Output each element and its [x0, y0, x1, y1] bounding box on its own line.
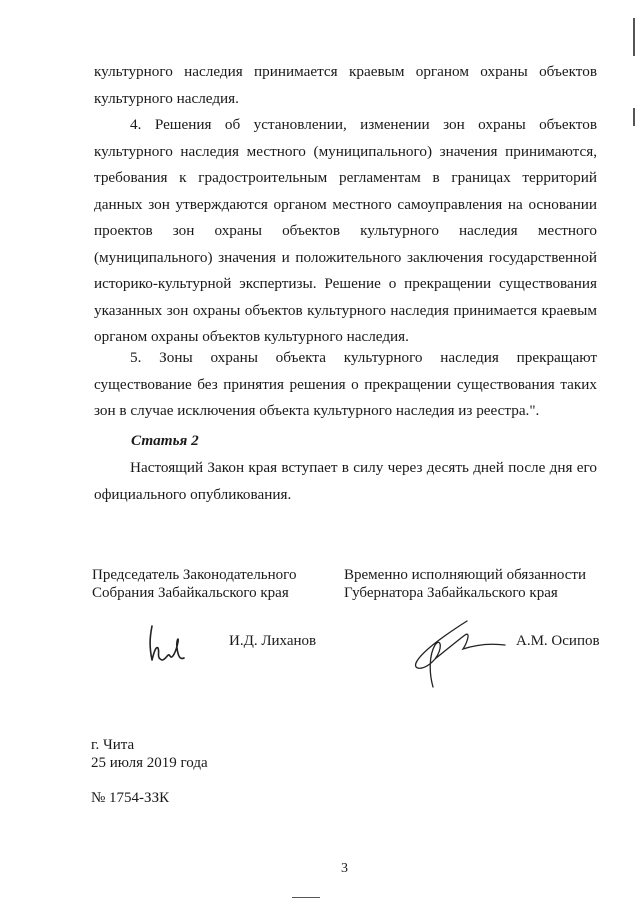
- city: г. Чита: [91, 737, 135, 753]
- left-handwritten-signature: [140, 622, 190, 668]
- scan-edge-mark: [633, 18, 635, 56]
- scan-edge-mark: [633, 108, 635, 126]
- left-title-line-2: Собрания Забайкальского края: [92, 585, 289, 601]
- right-title-line-1: Временно исполняющий обязанности: [344, 567, 587, 583]
- right-signatory-name: А.М. Осипов: [516, 633, 600, 649]
- left-signatory-title: [92, 566, 296, 602]
- paragraph-continuation: культурного наследия принимается краевым органом охраны объектов культурного наследия.: [94, 63, 597, 107]
- page-number: 3: [341, 861, 348, 876]
- left-signatory-name: И.Д. Лиханов: [229, 633, 317, 649]
- right-signatory-title: [344, 566, 586, 602]
- paragraph-item-4: 4. Решения об установлении, изменении зон охраны объектов культурного наследия местного (муниципального) значения принимаются, требования к градостроительным регламентам в границах территорий данных зон утверждаются органом местного самоуправления на основании проектов зон охраны объектов культурного наследия местного (муниципального) значения и положительного заключения государственной историко-культурной экспертизы. Решение о прекращении существования указанных зон охраны объектов культурного наследия принимается краевым органом охраны объектов культурного наследия.: [94, 116, 597, 345]
- article-2-heading: Статья 2: [131, 432, 199, 449]
- right-handwritten-signature: [405, 615, 515, 690]
- paragraph-item-5: 5. Зоны охраны объекта культурного наследия прекращают существование без принятия решения о прекращении существования таких зон в случае исключения объекта культурного наследия из реестра.".: [94, 349, 597, 419]
- right-title-line-2: Губернатора Забайкальского края: [344, 585, 558, 601]
- article-2-text: Настоящий Закон края вступает в силу через десять дней после дня его официального опубликования.: [94, 459, 597, 503]
- scan-edge-mark: [292, 897, 320, 898]
- signing-date: 25 июля 2019 года: [91, 755, 208, 771]
- law-number: № 1754-ЗЗК: [91, 790, 170, 806]
- left-title-line-1: Председатель Законодательного: [92, 567, 297, 583]
